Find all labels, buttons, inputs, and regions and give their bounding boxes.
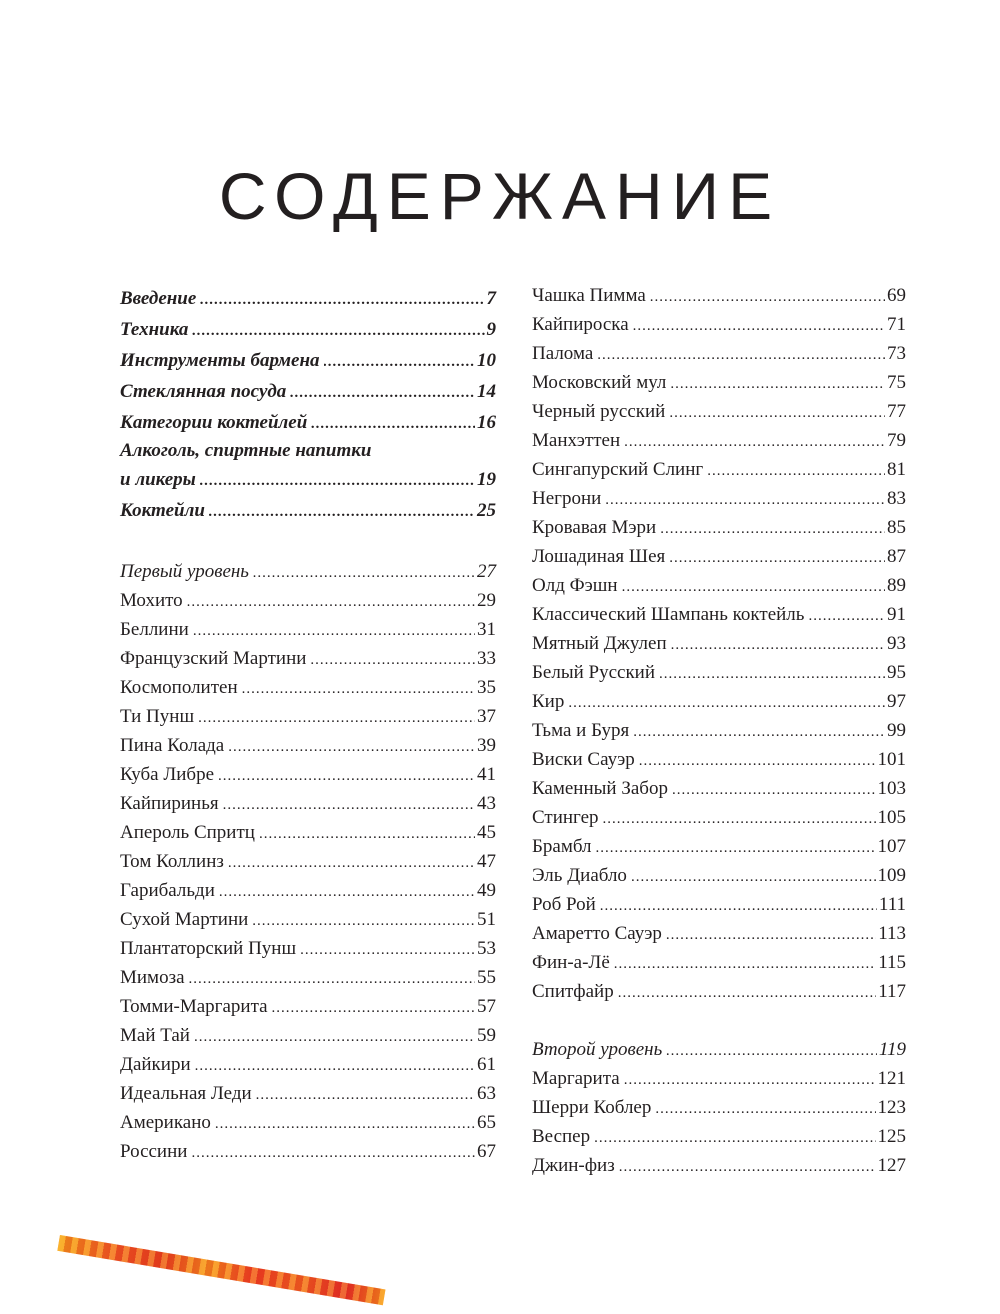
toc-entry-page: 71 bbox=[887, 314, 906, 335]
toc-entry[interactable] bbox=[120, 1137, 496, 1166]
toc-entry-page: 39 bbox=[477, 735, 496, 756]
toc-entry-page: 47 bbox=[477, 851, 496, 872]
toc-entry-page: 127 bbox=[877, 1155, 906, 1176]
toc-level-heading bbox=[532, 1035, 906, 1064]
toc-leader-dots bbox=[218, 762, 475, 791]
toc-leader-dots bbox=[193, 617, 475, 646]
toc-entry-title: Беллини bbox=[120, 619, 189, 640]
toc-entry-title: Шерри Коблер bbox=[532, 1097, 652, 1118]
toc-entry[interactable] bbox=[120, 934, 496, 963]
toc-entry-title: Виски Сауэр bbox=[532, 749, 635, 770]
toc-entry-page: 89 bbox=[887, 575, 906, 596]
toc-right-column bbox=[532, 281, 906, 1180]
toc-leader-dots bbox=[671, 631, 885, 660]
toc-entry-line2[interactable] bbox=[120, 464, 496, 495]
toc-entry-title: Негрони bbox=[532, 488, 602, 509]
toc-entry[interactable] bbox=[120, 702, 496, 731]
toc-leader-dots bbox=[594, 1124, 875, 1153]
toc-entry-title: Роб Рой bbox=[532, 894, 596, 915]
toc-entry[interactable] bbox=[532, 658, 906, 687]
toc-entry-title: Техника bbox=[120, 319, 189, 340]
toc-level-title: Второй уровень bbox=[532, 1039, 663, 1060]
toc-leader-dots bbox=[187, 588, 475, 617]
toc-entry[interactable] bbox=[120, 992, 496, 1021]
toc-entry-title: Классический Шампань коктейль bbox=[532, 604, 805, 625]
toc-entry-title: Кровавая Мэри bbox=[532, 517, 657, 538]
toc-entry-title: Спитфайр bbox=[532, 981, 614, 1002]
toc-leader-dots bbox=[597, 341, 885, 370]
toc-entry-page: 75 bbox=[887, 372, 906, 393]
toc-leader-dots bbox=[253, 559, 475, 588]
toc-entry-title: Куба Либре bbox=[120, 764, 214, 785]
toc-entry-page: 93 bbox=[887, 633, 906, 654]
toc-leader-dots bbox=[198, 704, 475, 733]
toc-entry[interactable] bbox=[532, 1122, 906, 1151]
toc-entry-title: Май Тай bbox=[120, 1025, 190, 1046]
toc-entry-title: Кайпиринья bbox=[120, 793, 219, 814]
toc-leader-dots bbox=[669, 544, 885, 573]
toc-entry-page: 25 bbox=[477, 500, 496, 521]
toc-entry-title: Джин-физ bbox=[532, 1155, 615, 1176]
toc-leader-dots bbox=[191, 1139, 475, 1168]
toc-entry[interactable] bbox=[120, 1108, 496, 1137]
toc-entry-page: 51 bbox=[477, 909, 496, 930]
toc-leader-dots bbox=[219, 878, 475, 907]
toc-leader-dots bbox=[189, 965, 475, 994]
toc-entry-title: Введение bbox=[120, 288, 197, 309]
toc-entry[interactable] bbox=[532, 542, 906, 571]
toc-entry[interactable] bbox=[120, 963, 496, 992]
toc-leader-dots bbox=[808, 602, 885, 631]
toc-entry[interactable] bbox=[120, 644, 496, 673]
toc-leader-dots bbox=[707, 457, 885, 486]
toc-entry-page: 33 bbox=[477, 648, 496, 669]
toc-leader-dots bbox=[192, 316, 484, 347]
toc-entry[interactable] bbox=[120, 818, 496, 847]
toc-entry[interactable] bbox=[120, 1079, 496, 1108]
toc-level-heading bbox=[120, 557, 496, 586]
toc-entry-title: Космополитен bbox=[120, 677, 238, 698]
toc-entry-title: Мятный Джулеп bbox=[532, 633, 667, 654]
toc-leader-dots bbox=[310, 646, 475, 675]
toc-entry-page: 14 bbox=[477, 381, 496, 402]
toc-entry[interactable] bbox=[120, 407, 496, 438]
toc-entry[interactable] bbox=[532, 339, 906, 368]
toc-entry[interactable] bbox=[120, 586, 496, 615]
toc-entry-page: 87 bbox=[887, 546, 906, 567]
toc-leader-dots bbox=[195, 1052, 475, 1081]
toc-level-page: 119 bbox=[878, 1039, 906, 1060]
toc-entry[interactable] bbox=[120, 615, 496, 644]
toc-left-column bbox=[120, 283, 496, 1166]
toc-level-entry[interactable] bbox=[532, 1035, 906, 1064]
toc-leader-dots bbox=[200, 466, 475, 497]
toc-entry[interactable] bbox=[120, 1021, 496, 1050]
toc-entry-title: Сухой Мартини bbox=[120, 909, 249, 930]
toc-entry[interactable] bbox=[532, 977, 906, 1006]
toc-leader-dots bbox=[618, 979, 876, 1008]
toc-entry-page: 115 bbox=[878, 952, 906, 973]
toc-entry-page: 113 bbox=[878, 923, 906, 944]
decorative-paint-stripe bbox=[57, 1235, 385, 1305]
toc-entry[interactable] bbox=[120, 876, 496, 905]
toc-entry-page: 57 bbox=[477, 996, 496, 1017]
toc-list bbox=[532, 1064, 906, 1180]
toc-leader-dots bbox=[568, 689, 885, 718]
toc-entry-page: 37 bbox=[477, 706, 496, 727]
toc-entry[interactable] bbox=[532, 861, 906, 890]
toc-leader-dots bbox=[256, 1081, 475, 1110]
toc-leader-dots bbox=[272, 994, 475, 1023]
toc-intro-section bbox=[120, 283, 496, 526]
toc-entry-page: 103 bbox=[877, 778, 906, 799]
toc-leader-dots bbox=[624, 428, 885, 457]
toc-entry-title: Французский Мартини bbox=[120, 648, 307, 669]
toc-entry-title: Московский мул bbox=[532, 372, 667, 393]
toc-level-page: 27 bbox=[477, 561, 496, 582]
toc-entry-page: 35 bbox=[477, 677, 496, 698]
toc-entry-page: 123 bbox=[877, 1097, 906, 1118]
toc-entry-page: 109 bbox=[877, 865, 906, 886]
toc-entry-title: Сингапурский Слинг bbox=[532, 459, 704, 480]
toc-entry-title: Мимоза bbox=[120, 967, 185, 988]
toc-leader-dots bbox=[614, 950, 876, 979]
toc-entry-title: Стеклянная посуда bbox=[120, 381, 287, 402]
toc-entry[interactable] bbox=[120, 495, 496, 526]
toc-entry[interactable] bbox=[532, 919, 906, 948]
toc-entry-page: 9 bbox=[486, 319, 496, 340]
toc-level-entry[interactable] bbox=[120, 557, 496, 586]
toc-entry-title: Ти Пунш bbox=[120, 706, 195, 727]
toc-entry-title: Веспер bbox=[532, 1126, 591, 1147]
toc-entry[interactable] bbox=[532, 745, 906, 774]
toc-entry[interactable] bbox=[120, 731, 496, 760]
toc-entry[interactable] bbox=[532, 890, 906, 919]
toc-leader-dots bbox=[619, 1153, 876, 1182]
toc-leader-dots bbox=[633, 312, 885, 341]
toc-entry-page: 55 bbox=[477, 967, 496, 988]
section-spacer bbox=[120, 526, 496, 557]
toc-leader-dots bbox=[209, 497, 475, 528]
toc-entry-title: Гарибальди bbox=[120, 880, 215, 901]
toc-entry[interactable] bbox=[532, 600, 906, 629]
toc-entry[interactable] bbox=[120, 314, 496, 345]
toc-entry[interactable] bbox=[532, 774, 906, 803]
toc-entry[interactable] bbox=[532, 571, 906, 600]
toc-leader-dots bbox=[672, 776, 876, 805]
toc-entry[interactable] bbox=[532, 1093, 906, 1122]
toc-leader-dots bbox=[290, 378, 475, 409]
toc-leader-dots bbox=[659, 660, 885, 689]
toc-leader-dots bbox=[660, 515, 885, 544]
toc-entry-title: Плантаторский Пунш bbox=[120, 938, 297, 959]
toc-leader-dots bbox=[300, 936, 475, 965]
toc-entry[interactable] bbox=[120, 673, 496, 702]
toc-entry-page: 77 bbox=[887, 401, 906, 422]
toc-entry-page: 41 bbox=[477, 764, 496, 785]
toc-entry-page: 31 bbox=[477, 619, 496, 640]
toc-entry-page: 105 bbox=[877, 807, 906, 828]
toc-entry[interactable] bbox=[532, 455, 906, 484]
toc-entry-title: Категории коктейлей bbox=[120, 412, 308, 433]
toc-entry[interactable] bbox=[532, 513, 906, 542]
toc-entry-page: 107 bbox=[877, 836, 906, 857]
toc-entry-page: 101 bbox=[877, 749, 906, 770]
toc-entry[interactable] bbox=[120, 760, 496, 789]
toc-leader-dots bbox=[670, 370, 885, 399]
toc-leader-dots bbox=[624, 1066, 876, 1095]
toc-entry-title: Чашка Пимма bbox=[532, 285, 646, 306]
toc-entry-page: 65 bbox=[477, 1112, 496, 1133]
toc-entry-title: и ликеры bbox=[120, 469, 196, 490]
toc-entry[interactable] bbox=[120, 345, 496, 376]
toc-entry-title: Каменный Забор bbox=[532, 778, 668, 799]
toc-entry-title: Инструменты бармена bbox=[120, 350, 320, 371]
toc-entry-title: Мохито bbox=[120, 590, 183, 611]
toc-list bbox=[532, 281, 906, 1006]
toc-entry-title: Стингер bbox=[532, 807, 599, 828]
toc-entry-title: Маргарита bbox=[532, 1068, 620, 1089]
toc-entry-page: 53 bbox=[477, 938, 496, 959]
toc-leader-dots bbox=[228, 849, 475, 878]
toc-entry[interactable] bbox=[120, 789, 496, 818]
toc-entry-page: 99 bbox=[887, 720, 906, 741]
toc-entry-title: Манхэттен bbox=[532, 430, 621, 451]
toc-entry[interactable] bbox=[120, 376, 496, 407]
toc-entry-title: Дайкири bbox=[120, 1054, 191, 1075]
toc-entry-title: Фин-а-Лё bbox=[532, 952, 610, 973]
toc-leader-dots bbox=[311, 409, 475, 440]
toc-entry-title: Брамбл bbox=[532, 836, 592, 857]
toc-leader-dots bbox=[622, 573, 885, 602]
toc-entry-title: Американо bbox=[120, 1112, 211, 1133]
toc-leader-dots bbox=[669, 399, 885, 428]
toc-leader-dots bbox=[603, 805, 876, 834]
toc-leader-dots bbox=[242, 675, 475, 704]
toc-entry[interactable] bbox=[532, 484, 906, 513]
toc-entry-title: Коктейли bbox=[120, 500, 205, 521]
toc-entry[interactable] bbox=[532, 832, 906, 861]
toc-entry[interactable] bbox=[532, 687, 906, 716]
toc-leader-dots bbox=[223, 791, 475, 820]
toc-entry-page: 67 bbox=[477, 1141, 496, 1162]
toc-entry-title: Россини bbox=[120, 1141, 188, 1162]
toc-leader-dots bbox=[259, 820, 475, 849]
toc-entry[interactable] bbox=[120, 905, 496, 934]
toc-entry-page: 125 bbox=[877, 1126, 906, 1147]
toc-entry-title: Идеальная Леди bbox=[120, 1083, 252, 1104]
toc-entry-page: 61 bbox=[477, 1054, 496, 1075]
toc-entry-page: 97 bbox=[887, 691, 906, 712]
toc-entry-title: Эль Диабло bbox=[532, 865, 627, 886]
toc-entry[interactable] bbox=[532, 803, 906, 832]
toc-entry-page: 16 bbox=[477, 412, 496, 433]
page-title: СОДЕРЖАНИЕ bbox=[218, 159, 782, 234]
toc-entry[interactable] bbox=[532, 1151, 906, 1180]
toc-leader-dots bbox=[200, 285, 484, 316]
toc-entry[interactable] bbox=[532, 629, 906, 658]
toc-entry[interactable] bbox=[532, 1064, 906, 1093]
toc-entry-title: Пина Колада bbox=[120, 735, 225, 756]
toc-entry-page: 121 bbox=[877, 1068, 906, 1089]
toc-leader-dots bbox=[252, 907, 475, 936]
toc-entry-title: Кайпироска bbox=[532, 314, 629, 335]
toc-entry[interactable] bbox=[532, 281, 906, 310]
toc-entry[interactable] bbox=[532, 716, 906, 745]
toc-leader-dots bbox=[600, 892, 877, 921]
toc-entry-page: 10 bbox=[477, 350, 496, 371]
toc-entry-title: Палома bbox=[532, 343, 594, 364]
toc-entry[interactable] bbox=[120, 847, 496, 876]
toc-entry-page: 117 bbox=[878, 981, 906, 1002]
toc-entry-page: 73 bbox=[887, 343, 906, 364]
toc-leader-dots bbox=[215, 1110, 475, 1139]
toc-leader-dots bbox=[605, 486, 885, 515]
toc-entry-page: 19 bbox=[477, 469, 496, 490]
toc-entry-page: 29 bbox=[477, 590, 496, 611]
toc-leader-dots bbox=[228, 733, 475, 762]
toc-entry-title: Том Коллинз bbox=[120, 851, 224, 872]
toc-entry[interactable] bbox=[532, 397, 906, 426]
toc-leader-dots bbox=[650, 283, 885, 312]
toc-entry-page: 111 bbox=[878, 894, 906, 915]
toc-entry-page: 49 bbox=[477, 880, 496, 901]
toc-leader-dots bbox=[324, 347, 476, 378]
toc-entry-page: 45 bbox=[477, 822, 496, 843]
toc-entry-line1[interactable] bbox=[120, 438, 496, 464]
toc-entry-title: Алкоголь, спиртные напитки bbox=[120, 440, 372, 461]
toc-entry-page: 91 bbox=[887, 604, 906, 625]
toc-entry[interactable] bbox=[532, 368, 906, 397]
toc-entry-title: Олд Фэшн bbox=[532, 575, 618, 596]
toc-entry-page: 95 bbox=[887, 662, 906, 683]
toc-leader-dots bbox=[666, 921, 876, 950]
toc-entry-title: Белый Русский bbox=[532, 662, 656, 683]
toc-entry[interactable] bbox=[120, 1050, 496, 1079]
toc-entry-page: 83 bbox=[887, 488, 906, 509]
toc-entry-page: 69 bbox=[887, 285, 906, 306]
toc-entry-page: 63 bbox=[477, 1083, 496, 1104]
toc-entry-page: 59 bbox=[477, 1025, 496, 1046]
toc-entry-title: Тьма и Буря bbox=[532, 720, 630, 741]
toc-entry-title: Томми-Маргарита bbox=[120, 996, 268, 1017]
toc-leader-dots bbox=[633, 718, 885, 747]
toc-entry-title: Апероль Спритц bbox=[120, 822, 255, 843]
toc-entry-title: Амаретто Сауэр bbox=[532, 923, 662, 944]
toc-entry-page: 81 bbox=[887, 459, 906, 480]
toc-entry-page: 85 bbox=[887, 517, 906, 538]
toc-entry[interactable] bbox=[532, 948, 906, 977]
toc-entry-page: 43 bbox=[477, 793, 496, 814]
toc-entry-page: 7 bbox=[486, 288, 496, 309]
toc-entry[interactable] bbox=[532, 426, 906, 455]
toc-entry[interactable] bbox=[532, 310, 906, 339]
section-spacer bbox=[532, 1006, 906, 1035]
toc-leader-dots bbox=[631, 863, 876, 892]
toc-entry-title: Кир bbox=[532, 691, 565, 712]
toc-leader-dots bbox=[596, 834, 876, 863]
toc-leader-dots bbox=[639, 747, 876, 776]
toc-list bbox=[120, 586, 496, 1166]
toc-entry[interactable] bbox=[120, 283, 496, 314]
toc-leader-dots bbox=[655, 1095, 875, 1124]
toc-entry-page: 79 bbox=[887, 430, 906, 451]
toc-level-title: Первый уровень bbox=[120, 561, 249, 582]
toc-entry-title: Лошадиная Шея bbox=[532, 546, 666, 567]
toc-leader-dots bbox=[666, 1037, 877, 1066]
toc-entry-title: Черный русский bbox=[532, 401, 666, 422]
toc-leader-dots bbox=[194, 1023, 475, 1052]
